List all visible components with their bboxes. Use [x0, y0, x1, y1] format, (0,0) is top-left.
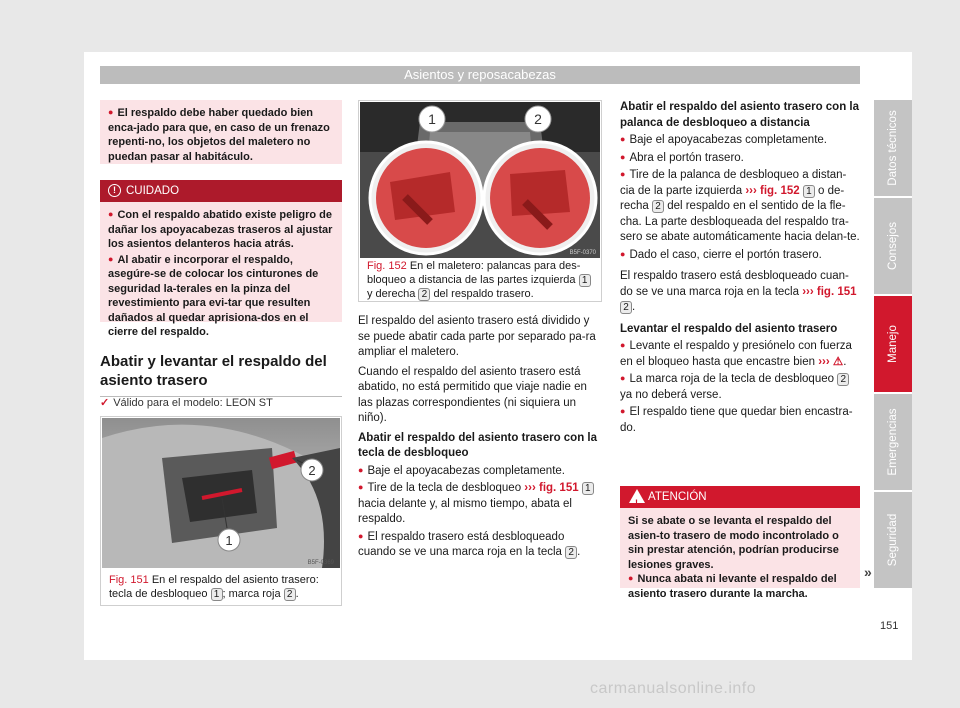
figure-151	[100, 416, 342, 606]
validity-text: Válido para el modelo: LEON ST	[113, 397, 273, 409]
figure-151-caption: Fig. 151 En el respaldo del asiento trasero: tecla de desbloqueo 1 ; marca roja 2 .	[109, 574, 319, 600]
caption-text: y derecha	[367, 288, 416, 300]
list-item-cont: del respaldo en el sentido de la fle-cha. La parte desbloqueada del respaldo tra-sero se abate automáticamente hacia delan-te.	[620, 200, 860, 243]
callout-1: 1	[225, 533, 233, 548]
callout-2: 2	[308, 463, 316, 478]
section-title: Abatir y levantar el respaldo del asiento trasero	[100, 352, 342, 397]
figure-link[interactable]: ››› fig. 151	[802, 285, 857, 298]
list-item-cont: hacia delante y, al mismo tiempo, abata el respaldo.	[358, 497, 572, 525]
paragraph: El respaldo del asiento trasero está dividido y se puede abatir cada parte por separado pa-ra ampliar el maletero.	[358, 315, 596, 358]
callout-1: 1	[428, 111, 436, 127]
ref-1: 1	[579, 274, 591, 287]
ref-1: 1	[582, 482, 594, 495]
caution-label: CUIDADO	[126, 185, 180, 197]
warning-label: ATENCIÓN	[648, 491, 707, 503]
ref-2: 2	[620, 301, 632, 314]
subheading: Abatir el respaldo del asiento trasero con la palanca de desbloqueo a distancia	[620, 101, 860, 129]
warning-text: Si se abate o se levanta el respaldo del asien-to trasero de modo incontrolado o sin prestar atención, podrían producirse lesiones graves.	[628, 515, 839, 571]
warning-box	[620, 486, 860, 600]
subheading: Levantar el respaldo del asiento trasero	[620, 322, 838, 335]
list-item: El respaldo trasero está desbloqueado cuando se ve una marca roja en la tecla	[358, 530, 565, 558]
callout-2: 2	[534, 111, 542, 127]
list-item-cont: o de-recha	[620, 184, 845, 212]
watermark: carmanualsonline.info	[590, 680, 757, 697]
figure-152	[358, 100, 602, 302]
list-item-cont: ya no deberá verse.	[620, 388, 722, 401]
caption-text: ; marca roja	[222, 588, 281, 600]
caution-item: ● Con el respaldo abatido existe peligro de dañar los apoyacabezas traseros al ajustar los asientos delanteros hacia atrás.	[108, 208, 334, 252]
info-note-text: El respaldo debe haber quedado bien enca-jado para que, en caso de un frenazo repenti-no, los objetos del maletero no puedan pasar al habitáculo.	[108, 107, 330, 163]
caution-body	[100, 202, 342, 347]
ref-1: 1	[211, 588, 223, 601]
figure-link[interactable]: ››› fig. 151	[524, 482, 579, 494]
page-number: 151	[880, 620, 899, 632]
figure-link[interactable]: ››› fig. 152	[745, 184, 800, 197]
tab-manejo[interactable]: Manejo	[874, 296, 912, 392]
paragraph: El respaldo trasero está desbloqueado cuan-do se ve una marca roja en la tecla	[620, 270, 849, 298]
warning-icon: !	[629, 489, 645, 503]
caption-text: del respaldo trasero.	[433, 288, 534, 300]
validity-note	[100, 396, 273, 409]
ref-1: 1	[803, 185, 815, 198]
page-header: Asientos y reposacabezas	[100, 66, 860, 84]
list-item: La marca roja de la tecla de desbloqueo	[629, 373, 835, 385]
figure-152-caption	[367, 259, 597, 301]
subheading: Abatir el respaldo del asiento trasero con la tecla de desbloqueo	[358, 431, 598, 459]
caution-icon: !	[108, 184, 121, 197]
ref-2: 2	[418, 288, 430, 301]
figure-code: B5F-0370	[569, 250, 596, 256]
warning-header	[620, 486, 860, 508]
figure-number: Fig. 152	[367, 260, 407, 272]
ref-2: 2	[284, 588, 296, 601]
caption-text: En el respaldo del asiento trasero: tecla de desbloqueo	[109, 574, 319, 600]
list-item: Baje el apoyacabezas completamente.	[367, 464, 565, 477]
ref-2: 2	[652, 200, 664, 213]
figure-151-image	[102, 418, 340, 568]
list-item: Dado el caso, cierre el portón trasero.	[629, 248, 822, 261]
tab-consejos[interactable]: Consejos	[874, 198, 912, 294]
figure-number: Fig. 151	[109, 574, 149, 586]
right-text: Abatir el respaldo del asiento trasero con la palanca de desbloqueo a distancia ● Baje el apoyacabezas completamente. ● Abra el portón trasero. ● Tire de la palanca de desbloqueo a distan-cia de la parte izquierda ››› fig. 152 1 o de-recha 2 del respaldo en el sentido de la fle-cha. La parte desbloqueada del respaldo tra-sero se abate automáticamente hacia delan-te. ● Dado el caso, cierre el portón trasero. El respaldo trasero está desbloqueado cuan-do se ve una marca roja en la tecla ››› fig. 151 2 . Levantar el respaldo del asiento trasero ● Levante el respaldo y presiónelo con fuerza en el bloqueo hasta que encastre bien ››› ⚠. ● La marca roja de la tecla de desbloqueo 2 ya no deberá verse. ● El respaldo tiene que quedar bien encastra-do.	[620, 100, 860, 436]
figure-152-image	[360, 102, 600, 258]
continue-arrow-icon: »	[864, 564, 872, 580]
caution-box	[100, 180, 342, 338]
caption-text: En el maletero: palancas para des-bloqueo a distancia de las partes izquierda	[367, 260, 581, 286]
list-item: Tire de la palanca de desbloqueo a distan-cia de la parte izquierda	[620, 169, 847, 197]
list-item: Levante el respaldo y presiónelo con fuerza en el bloqueo hasta que encastre bien	[620, 340, 852, 368]
list-item: Baje el apoyacabezas completamente.	[629, 134, 827, 146]
middle-text: El respaldo del asiento trasero está dividido y se puede abatir cada parte por separado pa-ra ampliar el maletero. Cuando el respaldo del asiento trasero está abatido, no está permitido que viaje nadie en las plazas correspondientes (ni siquiera un niño). Abatir el respaldo del asiento trasero con la tecla de desbloqueo ● Baje el apoyacabezas completamente. ● Tire de la tecla de desbloqueo ››› fig. 151 1 hacia delante y, al mismo tiempo, abata el respaldo. ● El respaldo trasero está desbloqueado cuando se ve una marca roja en la tecla 2 .	[358, 314, 602, 561]
list-item: El respaldo tiene que quedar bien encastra-do.	[620, 406, 853, 434]
warning-item: ● Nunca abata ni levante el respaldo del asiento trasero durante la marcha.	[628, 572, 852, 601]
ref-2: 2	[565, 546, 577, 559]
warning-link[interactable]: ››› ⚠	[818, 355, 844, 368]
caution-item: ● Al abatir e incorporar el respaldo, asegúre-se de colocar los cinturones de seguridad la-terales en la pinza del revestimiento para evi-tar que resulten dañados al quedar aprisiona-dos en el cierre del respaldo.	[108, 253, 334, 340]
list-item: Tire de la tecla de desbloqueo	[367, 482, 522, 494]
checkmark-icon: ✓	[100, 397, 110, 409]
caution-header	[100, 180, 342, 202]
tab-emergencias[interactable]: Emergencias	[874, 394, 912, 490]
info-note	[100, 100, 342, 164]
paragraph: Cuando el respaldo del asiento trasero está abatido, no está permitido que viaje nadie en las plazas correspondientes (ni siquiera un niño).	[358, 365, 587, 424]
figure-code: B5F-0369	[307, 560, 334, 566]
tab-datos-tecnicos[interactable]: Datos técnicos	[874, 100, 912, 196]
warning-body	[620, 508, 860, 607]
ref-2: 2	[837, 373, 849, 386]
tab-seguridad[interactable]: Seguridad	[874, 492, 912, 588]
list-item: Abra el portón trasero.	[629, 151, 744, 164]
